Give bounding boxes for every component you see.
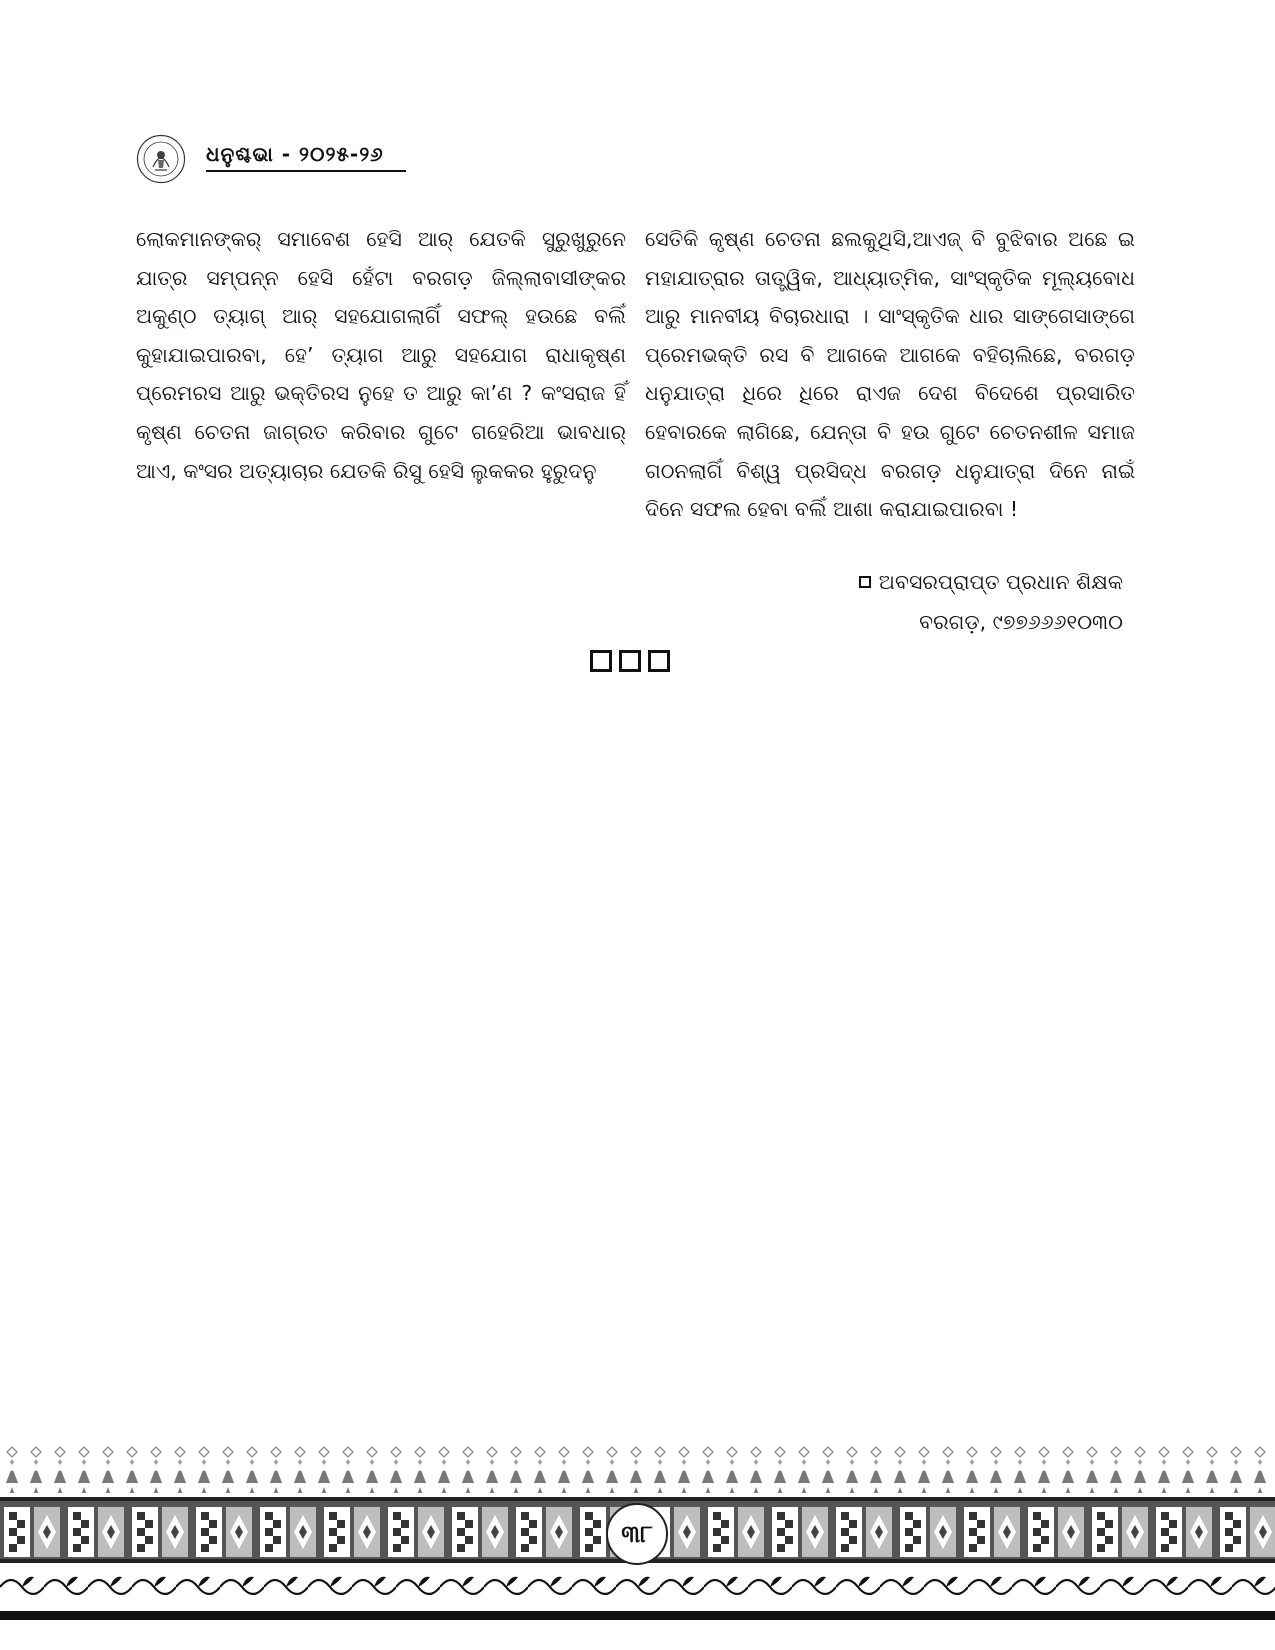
designation-line <box>859 562 1123 602</box>
end-square-icon <box>619 650 641 672</box>
left-column-text: ଲୋକମାନଙ୍କର୍ ସମାବେଶ ହେସି ଆର୍ ଯେତକି ସୁରୁଖୁରୁନେ ଯାତ୍ର ସମ୍ପନ୍ନ ହେସି ହେଁଟା ବରଗଡ଼ ଜିଲ୍ଲାବାସୀଙ୍କର ଅକୁଣ୍ଠ ତ୍ୟାଗ୍ ଆର୍ ସହଯୋଗଲାଗିଁ ସଫଲ୍ ହଉଛେ ବଲିଁ କୁହାଯାଇପାରବା, ହେ’ ତ୍ୟାଗ ଆରୁ ସହଯୋଗ ରାଧାକୃଷ୍ଣ ପ୍ରେମରସ ଆରୁ ଭକ୍ତିରସ ନୁହେ ତ ଆରୁ କା’ଣ ? କଂସରାଜ ହିଁ କୃଷ୍ଣ ଚେତନା ଜାଗ୍ରତ କରିବାର ଗୁଟେ ଗହେରିଆ ଭାବଧାର୍ ଆଏ, କଂସର ଅତ୍ୟାଚାର ଯେତକି ରିସୁ ହେସି ଲୁକକର ହୁରୁଦନୁ <box>136 227 626 483</box>
page-header <box>136 134 426 186</box>
article-column-right <box>645 220 1135 529</box>
page-number-badge <box>606 1503 668 1565</box>
emblem-logo <box>136 134 186 184</box>
designation-text: ଅବସରପ୍ରାପ୍ତ ପ୍ରଧାନ ଶିକ୍ଷକ <box>878 570 1123 594</box>
place-phone-line: ବରଗଡ଼, ୯୭୭୬୬୬୧୦୩୦ <box>919 610 1123 634</box>
end-square-icon <box>590 650 612 672</box>
title-underline <box>206 170 406 172</box>
magazine-title: ଧନୁଶ୍ଚଭା - ୨୦୨୫-୨୬ <box>206 142 384 166</box>
end-of-article-marks <box>590 650 670 672</box>
author-signature <box>859 562 1123 642</box>
page-number: ୩୮ <box>621 1520 653 1548</box>
right-column-text: ସେତିକି କୃଷ୍ଣ ଚେତନା ଛଲକୁଥିସି,ଆଏଜ୍ ବି ବୁଝିବାର ଅଛେ ଇ ମହାଯାତ୍ରାର ତାତ୍ତ୍ୱିକ, ଆଧ୍ୟାତ୍ମିକ, ସାଂସ୍କୃତିକ ମୂଲ୍ୟବୋଧ ଆରୁ ମାନବୀୟ ବିଚାରଧାରା । ସାଂସ୍କୃତିକ ଧାର ସାଙ୍ଗେସାଙ୍ଗେ ପ୍ରେମଭକ୍ତି ରସ ବି ଆଗକେ ଆଗକେ ବହିଚାଲିଛେ, ବରଗଡ଼ ଧନୁଯାତ୍ରା ଧିରେ ଧିରେ ରାଏଜ ଦେଶ ବିଦେଶେ ପ୍ରସାରିତ ହେବାରକେ ଲାଗିଛେ, ଯେନ୍ତା ବି ହଉ ଗୁଟେ ଚେତନଶୀଳ ସମାଜ ଗଠନଲାଗିଁ ବିଶ୍ୱ ପ୍ରସିଦ୍ଧ ବରଗଡ଼ ଧନୁଯାତ୍ରା ଦିନେ ନାଇଁ ଦିନେ ସଫଲ ହେବା ବଲିଁ ଆଶା କରାଯାଇପାରବା ! <box>645 227 1135 522</box>
article-column-left <box>136 220 626 490</box>
end-square-icon <box>648 650 670 672</box>
bullet-square-icon <box>859 576 871 588</box>
